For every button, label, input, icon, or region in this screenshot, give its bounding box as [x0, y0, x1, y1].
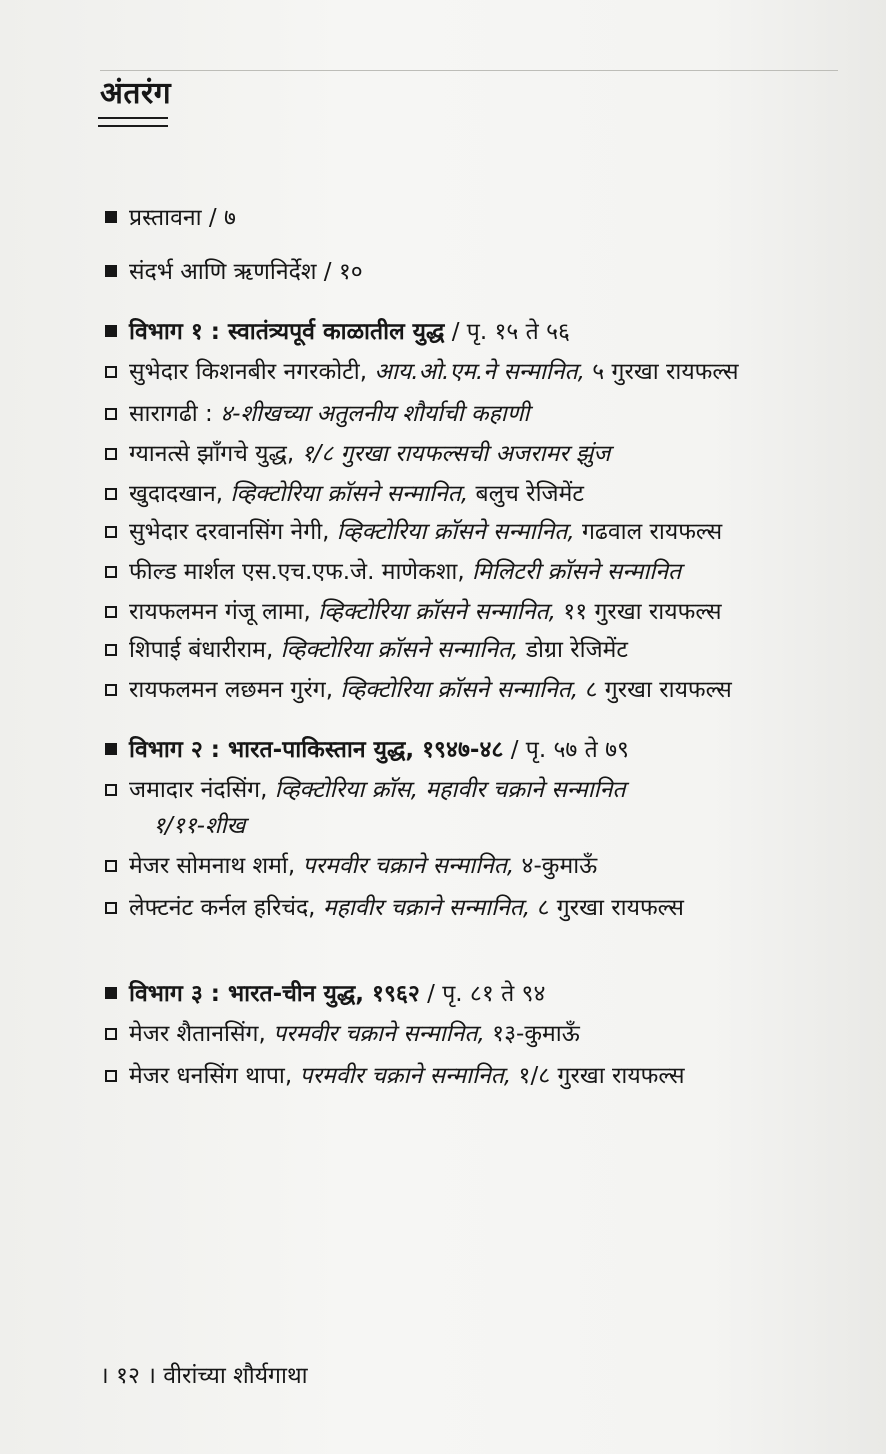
- entry-award: ४-शीखच्या अतुलनीय शौर्याची कहाणी: [220, 401, 530, 427]
- entry-award: महावीर चक्राने सन्मानित,: [322, 895, 531, 921]
- checkbox-square-icon: [105, 1028, 117, 1040]
- entry-name: जमादार नंदसिंग,: [129, 777, 275, 803]
- entry-award: परमवीर चक्राने सन्मानित,: [273, 1021, 485, 1047]
- toc-entry: [105, 398, 529, 430]
- entry-unit: डोग्रा रेजिमेंट: [518, 637, 628, 663]
- section-heading: [105, 734, 629, 766]
- checkbox-square-icon: [105, 902, 117, 914]
- intro-entry: [105, 202, 236, 234]
- entry-name: मेजर धनसिंग थापा,: [129, 1063, 300, 1089]
- entry-award: मिलिटरी क्रॉसने सन्मानित: [471, 559, 682, 585]
- entry-name: सारागढी :: [129, 401, 221, 427]
- section-title: विभाग १ : स्वातंत्र्यपूर्व काळातील युद्ध: [129, 319, 445, 345]
- intro-entry-text: संदर्भ आणि ऋणनिर्देश / १०: [129, 259, 363, 285]
- entry-award: व्हिक्टोरिया क्रॉसने सन्मानित,: [280, 637, 519, 663]
- toc-entry: [105, 674, 732, 706]
- entry-award: व्हिक्टोरिया क्रॉस, महावीर चक्राने सन्मानित: [274, 777, 626, 803]
- entry-name: शिपाई बंधारीराम,: [129, 637, 281, 663]
- section-heading: [105, 978, 545, 1010]
- intro-entry: [105, 256, 363, 288]
- checkbox-square-icon: [105, 860, 117, 872]
- checkbox-square-icon: [105, 606, 117, 618]
- entry-name: खुदादखान,: [129, 481, 231, 507]
- square-bullet-icon: [105, 325, 117, 337]
- toc-entry: [105, 478, 584, 510]
- entry-name: लेफ्टनंट कर्नल हरिचंद,: [129, 895, 323, 921]
- entry-name: फील्ड मार्शल एस.एच.एफ.जे. माणेकशा,: [129, 559, 472, 585]
- section-pages: / पृ. ५७ ते ७९: [503, 737, 630, 763]
- checkbox-square-icon: [105, 784, 117, 796]
- checkbox-square-icon: [105, 488, 117, 500]
- toc-entry: [105, 1018, 580, 1050]
- entry-name: मेजर शैतानसिंग,: [129, 1021, 274, 1047]
- section-heading: [105, 316, 570, 348]
- checkbox-square-icon: [105, 448, 117, 460]
- square-bullet-icon: [105, 265, 117, 277]
- entry-name: रायफलमन गंजू लामा,: [129, 599, 319, 625]
- title-underline: [98, 117, 168, 127]
- entry-award: परमवीर चक्राने सन्मानित,: [299, 1063, 512, 1089]
- square-bullet-icon: [105, 743, 117, 755]
- entry-name: मेजर सोमनाथ शर्मा,: [129, 853, 303, 879]
- entry-award: व्हिक्टोरिया क्रॉसने सन्मानित,: [336, 519, 575, 545]
- entry-award: व्हिक्टोरिया क्रॉसने सन्मानित,: [230, 481, 469, 507]
- toc-entry: [105, 516, 722, 548]
- intro-entry-text: प्रस्तावना / ७: [129, 205, 236, 231]
- entry-name: ग्यानत्से झाँगचे युद्ध,: [129, 441, 302, 467]
- entry-name: सुभेदार दरवानसिंग नेगी,: [129, 519, 337, 545]
- toc-entry: [105, 774, 626, 806]
- toc-entry: [105, 850, 597, 882]
- checkbox-square-icon: [105, 408, 117, 420]
- entry-award: १/८ गुरखा रायफल्सची अजरामर झुंज: [301, 441, 611, 467]
- checkbox-square-icon: [105, 684, 117, 696]
- toc-entry: [105, 556, 681, 588]
- entry-unit: १३-कुमाऊँ: [484, 1021, 580, 1047]
- checkbox-square-icon: [105, 526, 117, 538]
- entry-unit: ११ गुरखा रायफल्स: [555, 599, 722, 625]
- square-bullet-icon: [105, 987, 117, 999]
- checkbox-square-icon: [105, 366, 117, 378]
- toc-entry: [105, 1060, 685, 1092]
- checkbox-square-icon: [105, 644, 117, 656]
- entry-award: आय.ओ.एम.ने सन्मानित,: [374, 359, 585, 385]
- section-title: विभाग ३ : भारत-चीन युद्ध, १९६२: [129, 981, 420, 1007]
- toc-entry: [105, 892, 684, 924]
- entry-unit: बलुच रेजिमेंट: [468, 481, 584, 507]
- entry-award: व्हिक्टोरिया क्रॉसने सन्मानित,: [318, 599, 556, 625]
- entry-unit: ८ गुरखा रायफल्स: [530, 895, 684, 921]
- entry-name: सुभेदार किशनबीर नगरकोटी,: [129, 359, 375, 385]
- entry-unit: ५ गुरखा रायफल्स: [584, 359, 739, 385]
- toc-entry: [105, 356, 739, 388]
- section-pages: / पृ. १५ ते ५६: [444, 319, 571, 345]
- checkbox-square-icon: [105, 566, 117, 578]
- toc-entry: [105, 634, 628, 666]
- square-bullet-icon: [105, 211, 117, 223]
- section-title: विभाग २ : भारत-पाकिस्तान युद्ध, १९४७-४८: [129, 737, 504, 763]
- entry-unit: १/८ गुरखा रायफल्स: [511, 1063, 685, 1089]
- page-title: अंतरंग: [100, 76, 172, 111]
- entry-unit: ४-कुमाऊँ: [514, 853, 598, 879]
- checkbox-square-icon: [105, 1070, 117, 1082]
- page-footer: । १२ । वीरांच्या शौर्यगाथा: [100, 1363, 308, 1389]
- entry-unit: गढवाल रायफल्स: [574, 519, 723, 545]
- entry-name: रायफलमन लछमन गुरंग,: [129, 677, 341, 703]
- toc-entry: [105, 438, 610, 470]
- top-rule: [100, 70, 838, 71]
- entry-award: परमवीर चक्राने सन्मानित,: [302, 853, 515, 879]
- entry-award: १/११-शीख: [153, 813, 246, 839]
- entry-unit: ८ गुरखा रायफल्स: [578, 677, 732, 703]
- toc-entry-continuation: [153, 810, 245, 842]
- toc-entry: [105, 596, 722, 628]
- section-pages: / पृ. ८१ ते ९४: [419, 981, 546, 1007]
- entry-award: व्हिक्टोरिया क्रॉसने सन्मानित,: [340, 677, 579, 703]
